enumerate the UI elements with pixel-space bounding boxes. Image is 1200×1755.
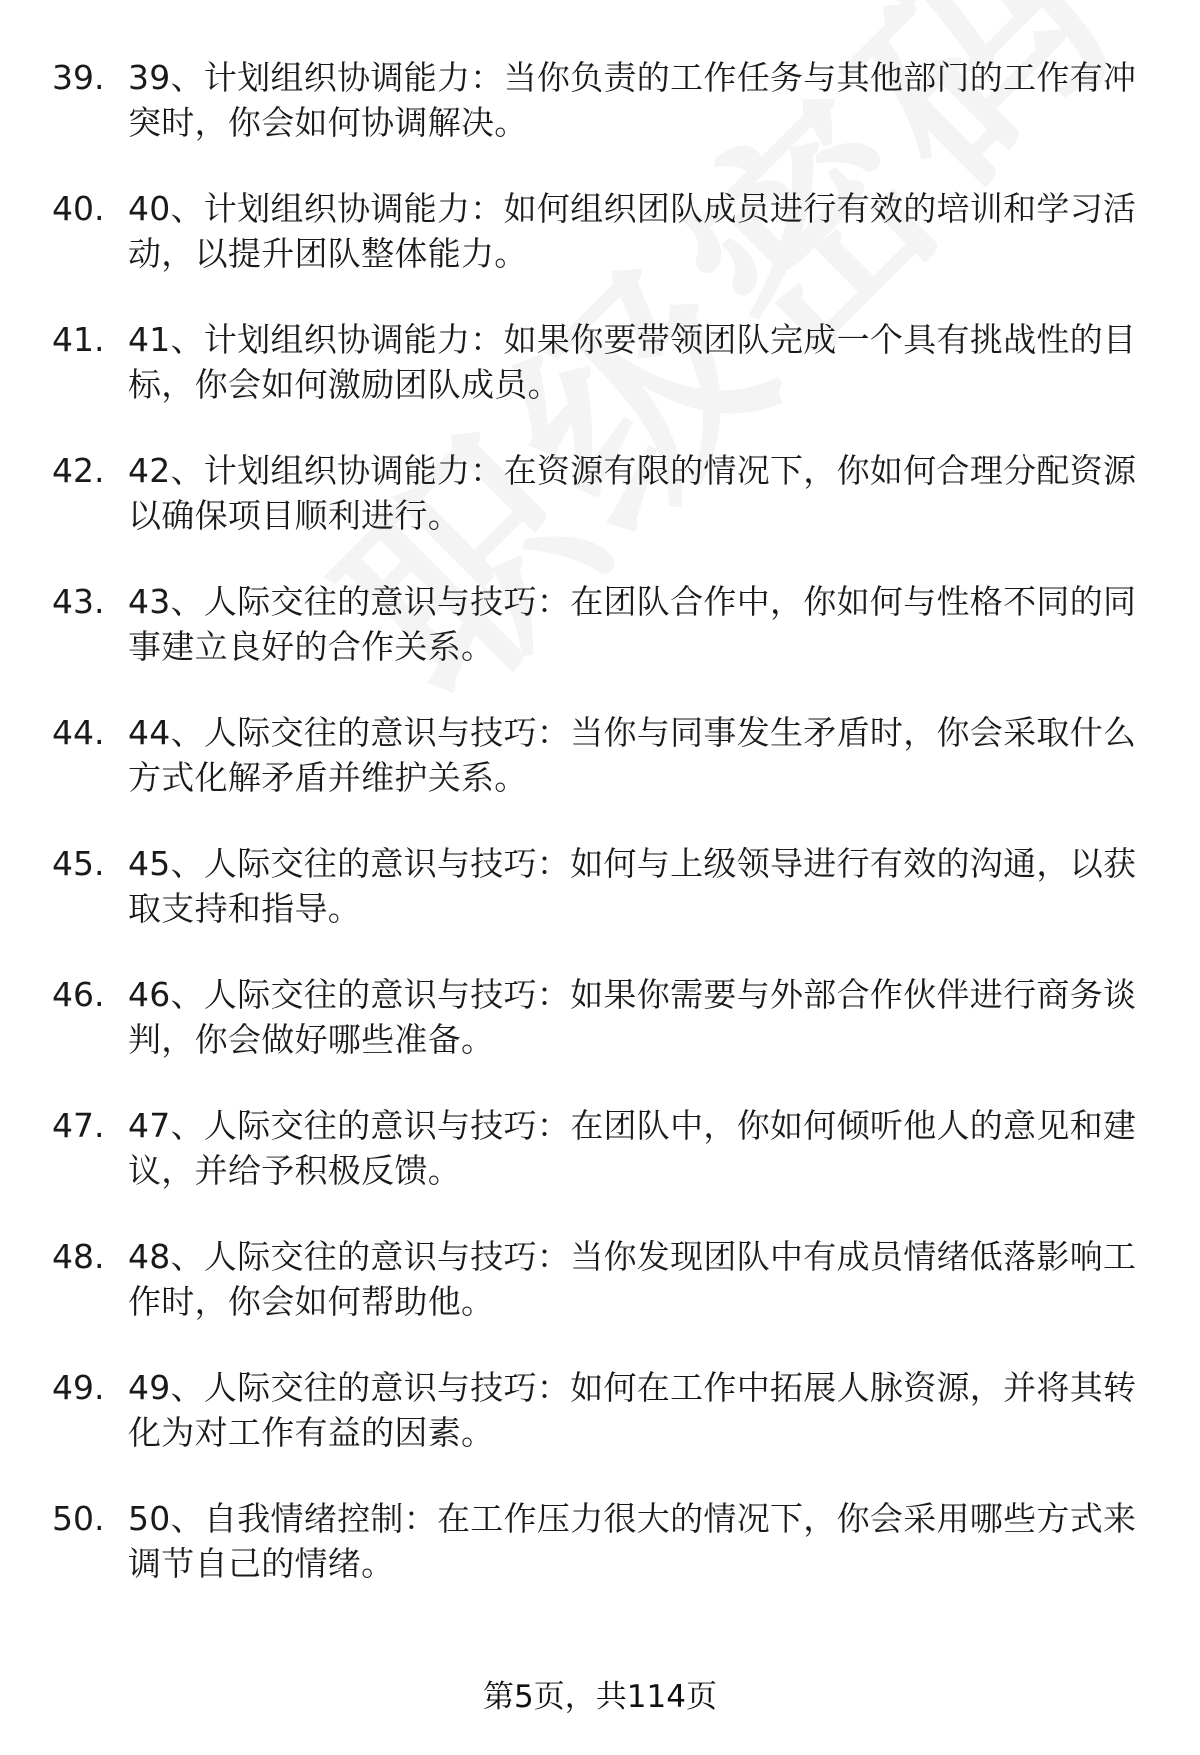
item-text: 42、计划组织协调能力：在资源有限的情况下，你如何合理分配资源以确保项目顺利进行。 — [128, 451, 1137, 535]
item-text: 46、人际交往的意识与技巧：如果你需要与外部合作伙伴进行商务谈判，你会做好哪些准备。 — [128, 975, 1137, 1059]
item-text: 45、人际交往的意识与技巧：如何与上级领导进行有效的沟通，以获取支持和指导。 — [128, 844, 1137, 928]
list-item — [0, 1103, 1200, 1234]
list-item — [0, 972, 1200, 1103]
page-number: 第5页，共114页 — [483, 1679, 717, 1715]
item-text: 43、人际交往的意识与技巧：在团队合作中，你如何与性格不同的同事建立良好的合作关系。 — [128, 582, 1137, 666]
item-number: 48. — [52, 1237, 105, 1276]
list-item — [0, 579, 1200, 710]
item-text: 44、人际交往的意识与技巧：当你与同事发生矛盾时，你会采取什么方式化解矛盾并维护关系。 — [128, 713, 1137, 797]
item-text: 48、人际交往的意识与技巧：当你发现团队中有成员情绪低落影响工作时，你会如何帮助他。 — [128, 1237, 1137, 1321]
question-list — [0, 55, 1200, 1627]
item-number: 47. — [52, 1106, 105, 1145]
item-number: 42. — [52, 451, 105, 490]
item-number: 44. — [52, 713, 105, 752]
item-number: 41. — [52, 320, 105, 359]
list-item — [0, 55, 1200, 186]
item-text: 49、人际交往的意识与技巧：如何在工作中拓展人脉资源，并将其转化为对工作有益的因素。 — [128, 1368, 1137, 1452]
item-text: 50、自我情绪控制：在工作压力很大的情况下，你会采用哪些方式来调节自己的情绪。 — [128, 1499, 1137, 1583]
list-item — [0, 317, 1200, 448]
item-text: 40、计划组织协调能力：如何组织团队成员进行有效的培训和学习活动，以提升团队整体能力。 — [128, 189, 1137, 273]
item-number: 43. — [52, 582, 105, 621]
list-item — [0, 186, 1200, 317]
list-item — [0, 448, 1200, 579]
item-number: 46. — [52, 975, 105, 1014]
list-item — [0, 1496, 1200, 1627]
item-text: 47、人际交往的意识与技巧：在团队中，你如何倾听他人的意见和建议，并给予积极反馈。 — [128, 1106, 1137, 1190]
list-item — [0, 710, 1200, 841]
list-item — [0, 1234, 1200, 1365]
item-number: 39. — [52, 58, 105, 97]
list-item — [0, 841, 1200, 972]
item-text: 41、计划组织协调能力：如果你要带领团队完成一个具有挑战性的目标，你会如何激励团队成员。 — [128, 320, 1137, 404]
item-number: 45. — [52, 844, 105, 883]
item-number: 50. — [52, 1499, 105, 1538]
list-item — [0, 1365, 1200, 1496]
item-number: 40. — [52, 189, 105, 228]
item-number: 49. — [52, 1368, 105, 1407]
item-text: 39、计划组织协调能力：当你负责的工作任务与其他部门的工作有冲突时，你会如何协调解决。 — [128, 58, 1137, 142]
